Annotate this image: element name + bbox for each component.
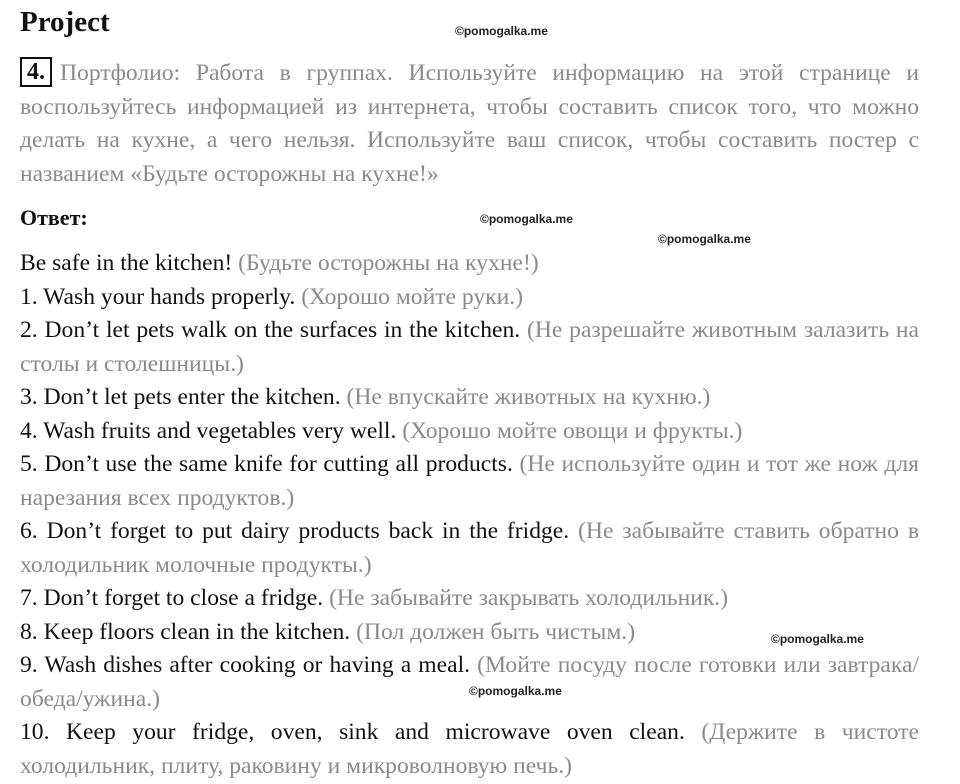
answer-heading [20,247,919,281]
item-en: 1. Wash your hands properly. [20,283,296,310]
item-ru: (Не забывайте закрывать холодильник.) [329,585,729,611]
page-title: Project [20,6,110,38]
item-ru: (Мойте посуду после готовки или завтрака/обеда/ужина.) [20,652,920,712]
item-ru: (Держите в чистоте холодильник, плиту, раковину и микроволновую печь.) [20,719,919,779]
task-number-box: 4. [20,57,52,87]
watermark: ©pomogalka.me [658,232,751,246]
item-ru: (Не разрешайте животным залазить на столы и столешницы.) [20,317,919,377]
answer-label: Ответ: [20,205,88,230]
item-ru: (Пол должен быть чистым.) [356,618,636,645]
item-ru: (Хорошо мойте руки.) [301,283,524,310]
list-item [20,314,919,381]
list-item [20,448,919,515]
item-ru: (Не забывайте ставить обратно в холодильник молочные продукты.) [20,518,919,578]
answer-heading-en: Be safe in the kitchen! [20,250,233,276]
item-ru: (Не используйте один и тот же нож для нарезания всех продуктов.) [20,451,919,511]
watermark: ©pomogalka.me [455,24,548,38]
item-ru: (Не впускайте животных на кухню.) [346,384,711,410]
answer-list [20,247,919,783]
item-en: 6. Don’t forget to put dairy products back in the fridge. [20,518,570,544]
item-en: 2. Don’t let pets walk on the surfaces in the kitchen. [20,317,521,343]
list-item [20,381,919,415]
item-en: 8. Keep floors clean in the kitchen. [20,618,351,645]
task-text: Портфолио: Работа в группах. Используйте информацию на этой странице и воспользуйтесь информацией из интернета, чтобы составить список того, что можно делать на кухне, а чего нельзя. Используйте ваш список, чтобы составить постер с названием «Будьте осторожны на кухне!» [20,60,919,187]
list-item [20,515,919,582]
item-ru: (Хорошо мойте овощи и фрукты.) [402,417,743,444]
list-item [20,616,919,650]
watermark: ©pomogalka.me [469,684,562,698]
task-paragraph [20,57,919,191]
answer-heading-ru: (Будьте осторожны на кухне!) [238,250,539,276]
watermark: ©pomogalka.me [771,632,864,646]
list-item [20,582,919,616]
item-en: 10. Keep your fridge, oven, sink and microwave oven clean. [20,719,685,745]
watermark: ©pomogalka.me [480,212,573,226]
item-en: 7. Don’t forget to close a fridge. [20,585,324,611]
list-item [20,716,919,783]
item-en: 9. Wash dishes after cooking or having a meal. [20,652,471,678]
list-item [20,415,919,449]
item-en: 5. Don’t use the same knife for cutting all products. [20,451,513,477]
list-item [20,281,919,315]
list-item [20,649,919,716]
item-en: 4. Wash fruits and vegetables very well. [20,417,397,444]
item-en: 3. Don’t let pets enter the kitchen. [20,384,341,410]
